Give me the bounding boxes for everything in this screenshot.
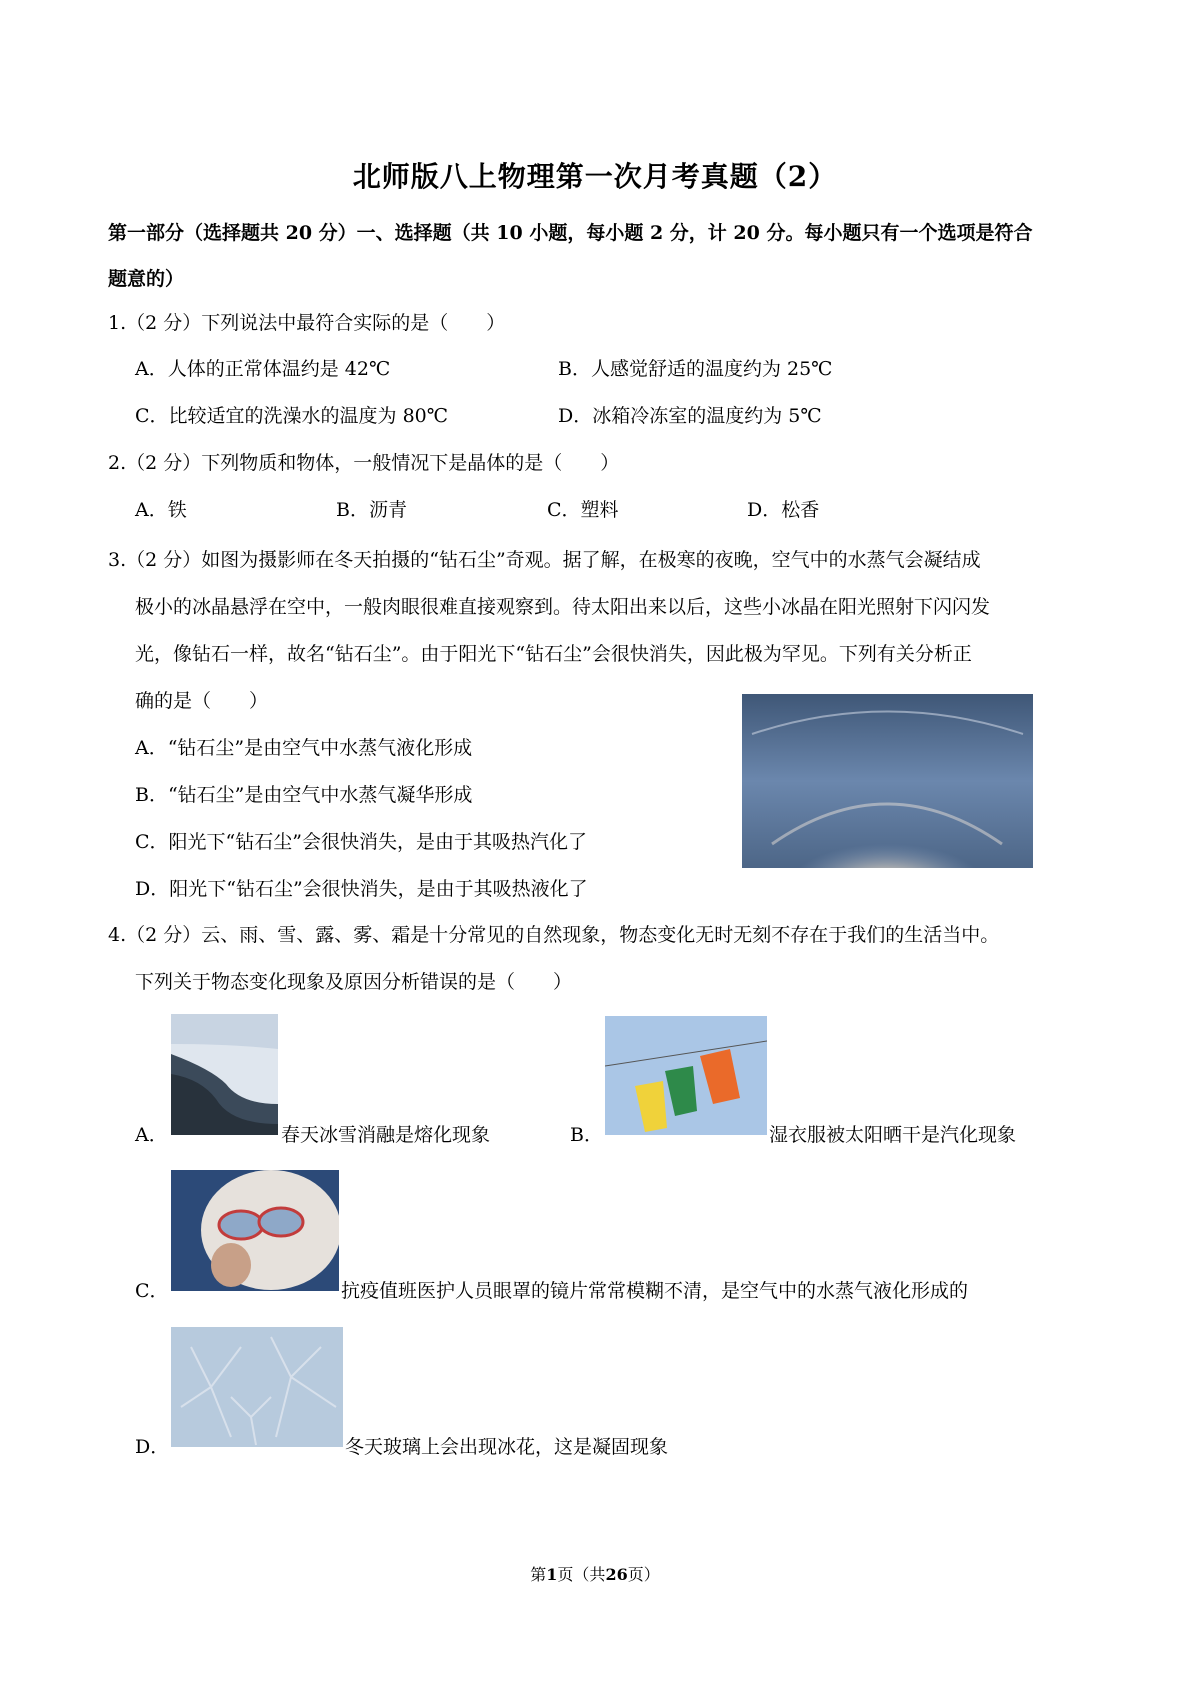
page-footer <box>0 1562 1190 1585</box>
q4-option-d-text: 冬天玻璃上会出现冰花，这是凝固现象 <box>345 1436 669 1458</box>
q4-option-a-text: 春天冰雪消融是熔化现象 <box>281 1124 491 1146</box>
q3-option-c: C．阳光下“钻石尘”会很快消失，是由于其吸热汽化了 <box>135 831 587 853</box>
q4-option-b-text: 湿衣服被太阳晒干是汽化现象 <box>769 1124 1017 1146</box>
q1-option-c: C．比较适宜的洗澡水的温度为 80℃ <box>135 405 449 427</box>
ice-flower-photo <box>171 1327 343 1447</box>
q4-option-c-letter: C． <box>135 1280 169 1302</box>
section-header-line-2: 题意的） <box>108 268 185 290</box>
footer-prefix: 第 <box>530 1565 547 1584</box>
page-title: 北师版八上物理第一次月考真题（2） <box>352 160 838 193</box>
medical-goggles-photo <box>171 1170 339 1291</box>
q4-stem-line-2: 下列关于物态变化现象及原因分析错误的是（ ） <box>135 971 573 993</box>
q2-stem: 2.（2 分）下列物质和物体，一般情况下是晶体的是（ ） <box>108 452 620 474</box>
q1-option-d: D．冰箱冷冻室的温度约为 5℃ <box>558 405 822 427</box>
diamond-dust-photo <box>742 694 1033 868</box>
footer-suffix: 页） <box>627 1565 660 1584</box>
footer-page-number: 1 <box>546 1565 558 1584</box>
q3-stem-line-3: 光，像钻石一样，故名“钻石尘”。由于阳光下“钻石尘”会很快消失，因此极为罕见。下列有关分析正 <box>135 643 972 665</box>
q3-stem-line-1: 3.（2 分）如图为摄影师在冬天拍摄的“钻石尘”奇观。据了解，在极寒的夜晚，空气中的水蒸气会凝结成 <box>108 549 981 571</box>
q4-option-c-text: 抗疫值班医护人员眼罩的镜片常常模糊不清，是空气中的水蒸气液化形成的 <box>341 1280 969 1302</box>
q2-option-a: A．铁 <box>135 499 187 521</box>
section-header <box>108 210 1088 302</box>
q1-stem: 1.（2 分）下列说法中最符合实际的是（ ） <box>108 312 506 334</box>
q3-option-a: A．“钻石尘”是由空气中水蒸气液化形成 <box>135 737 473 759</box>
q3-stem-line-2: 极小的冰晶悬浮在空中，一般肉眼很难直接观察到。待太阳出来以后，这些小冰晶在阳光照射下闪闪发 <box>135 596 991 618</box>
q3-stem-line-4: 确的是（ ） <box>135 690 269 712</box>
snow-melting-photo <box>171 1014 278 1135</box>
q4-stem-line-1: 4.（2 分）云、雨、雪、露、雾、霜是十分常见的自然现象，物态变化无时无刻不存在于我们的生活当中。 <box>108 924 1000 946</box>
q1-option-b: B．人感觉舒适的温度约为 25℃ <box>558 358 833 380</box>
q2-option-b: B．沥青 <box>336 499 407 521</box>
q3-option-d: D．阳光下“钻石尘”会很快消失，是由于其吸热液化了 <box>135 878 588 900</box>
footer-total-pages: 26 <box>605 1565 628 1584</box>
section-header-line-1: 第一部分（选择题共 20 分）一、选择题（共 10 小题，每小题 2 分，计 20 分。每小题只有一个选项是符合 <box>108 222 1033 244</box>
drying-clothes-photo <box>605 1016 767 1135</box>
q1-option-a: A．人体的正常体温约是 42℃ <box>135 358 391 380</box>
q3-option-b: B．“钻石尘”是由空气中水蒸气凝华形成 <box>135 784 473 806</box>
q4-option-d-letter: D． <box>135 1436 170 1458</box>
q2-option-c: C．塑料 <box>547 499 619 521</box>
q2-option-d: D．松香 <box>747 499 820 521</box>
footer-middle: 页（共 <box>557 1565 606 1584</box>
q4-option-a-letter: A． <box>135 1124 168 1146</box>
q4-option-b-letter: B． <box>570 1124 603 1146</box>
